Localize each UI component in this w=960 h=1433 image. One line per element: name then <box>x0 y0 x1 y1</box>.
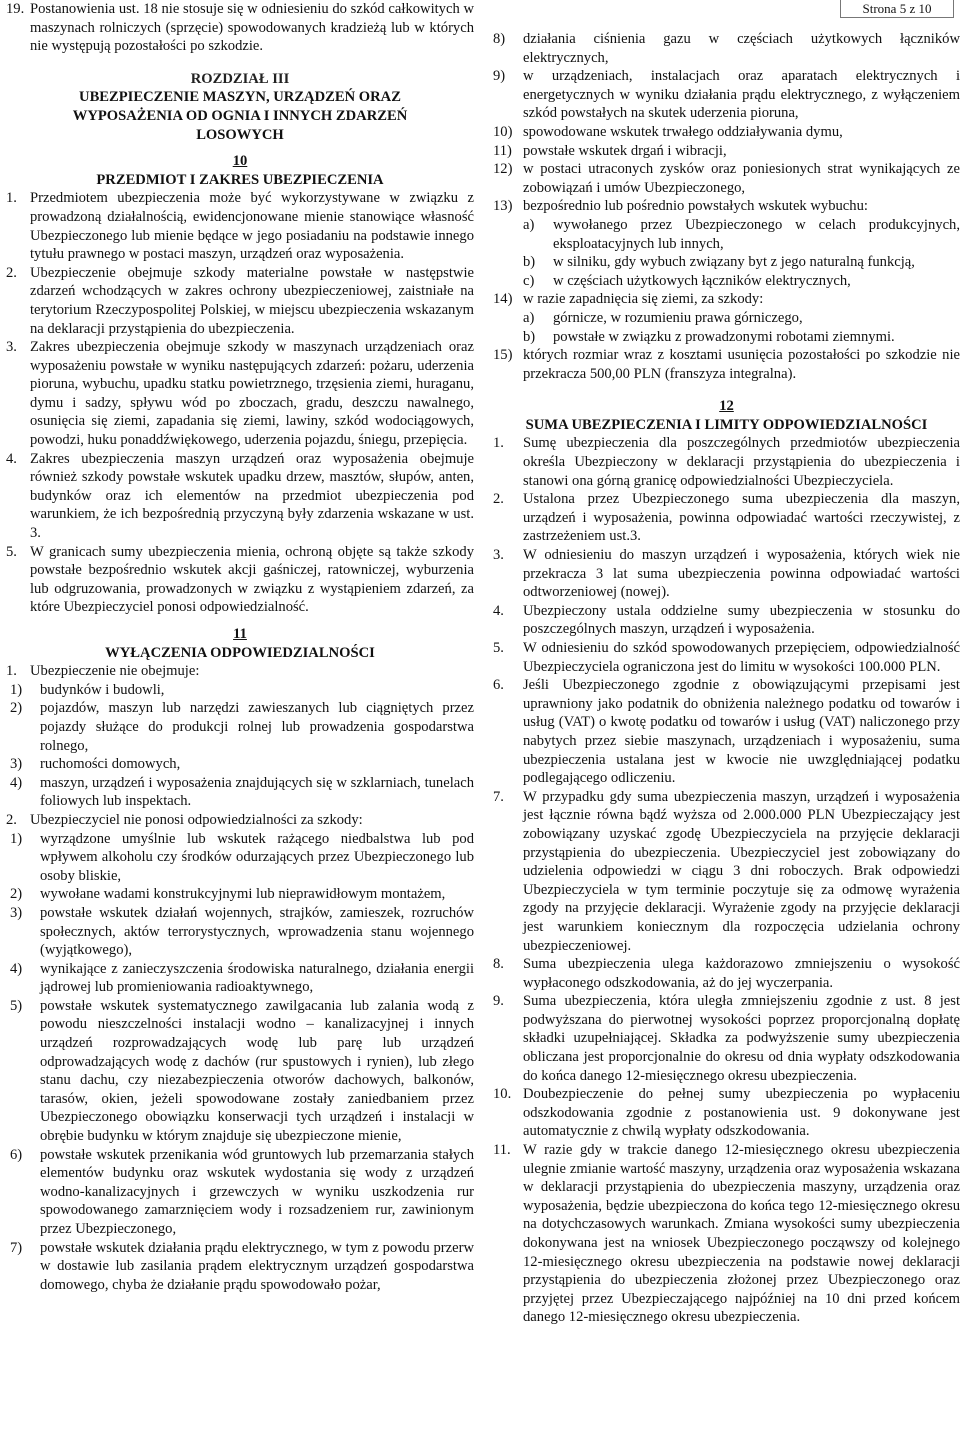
item-number: c) <box>523 272 535 289</box>
item-number: 9) <box>493 68 506 85</box>
section-10-paragraph <box>6 450 474 543</box>
item-number: 14) <box>493 291 513 308</box>
item-14-sublist <box>493 309 960 346</box>
section-12-paragraph <box>493 788 960 955</box>
item-number: 1) <box>10 830 23 847</box>
list-item <box>6 885 474 904</box>
section-10-paragraph <box>6 189 474 263</box>
item-text: W razie gdy w trakcie danego 12-miesięcznego okresu ubezpieczenia ulegnie zmianie wartość maszyny, urządzenia oraz wyposażenia wskazana w deklaracji przystąpienia do ubezpieczenia maszyny, urządzenia oraz wyposażenia, będzie ubezpieczona do końca tego 12-miesięcznego okresu na dotychczasowych warunkach. Zmiana wysokości sumy ubezpieczenia dokonywana jest na wniosek Ubezpieczonego począwszy od kolejnego 12-miesięcznego okresu ubezpieczenia na podstawie nowej deklaracji przystąpienia do ubezpieczenia złożonej przez Ubezpieczonego oraz przyjętej przez Ubezpieczającego najpóźniej na 10 dni przed końcem danego 12-miesięcznego okresu ubezpieczenia. <box>523 1142 960 1326</box>
item-text: powstałe wskutek przenikania wód gruntowych lub przemarzania stałych elementów budynku oraz wskutek wydostania się wody z urządzeń wodno-kanalizacyjnych i grzewczych w wyniku uszkodzenia rur spowodowanego zamarznięciem wody i rozsadzeniem rur, zawinionym przez Ubezpieczonego, <box>40 1146 474 1237</box>
section-12-number: 12 <box>719 398 734 415</box>
item-text: Suma ubezpieczenia ulega każdorazowo zmniejszeniu o wysokość wypłaconego odszkodowania, aż do jej wyczerpania. <box>523 956 960 991</box>
item-text: W przypadku gdy suma ubezpieczenia maszyn, urządzeń i wyposażenia jest łącznie równa bądź wyższa od 2.000.000 PLN Ubezpieczający jest zobowiązany uzyskać zgodę Ubezpieczyciela na przyjęcie deklaracji przystąpienia do ubezpieczenia. Ubezpieczyciel jest zobowiązany do udzielenia odpowiedzi w ciągu 3 dni roboczych. Brak odpowiedzi Ubezpieczyciela w tym terminie poczytuje się za odmowę wyrażenia zgody na przyjęcie deklaracji. Wyrażenie zgody na przyjęcie deklaracji jest warunkiem koniecznym dla rozpoczęcia udzielania ochrony ubezpieczeniowej. <box>523 788 960 954</box>
section-10-paragraph <box>6 264 474 338</box>
paragraph-text: Ubezpieczenie nie obejmuje: <box>30 663 200 680</box>
section-10-paragraph <box>6 338 474 450</box>
item-number: 2) <box>10 700 23 717</box>
item-text: Ustalona przez Ubezpieczonego suma ubezpieczenia dla maszyn, urządzeń i wyposażenia, powinna odpowiadać wartości rzeczywistej, z zastrzeżeniem ust.3. <box>523 491 960 545</box>
item-text: W odniesieniu do maszyn urządzeń i wyposażenia, których wiek nie przekracza 3 lat suma ubezpieczenia powinna odpowiadać wartości odtworzeniowej (nowej). <box>523 547 960 601</box>
item-text: w razie zapadnięcia się ziemi, za szkody: <box>523 291 764 308</box>
item-text: których rozmiar wraz z kosztami usunięcia pozostałości po szkodzie nie przekracza 500,00 PLN (franszyza integralna). <box>523 347 960 382</box>
left-column <box>6 0 474 1294</box>
item-number: 2. <box>493 491 504 508</box>
paragraph-text: Postanowienia ust. 18 nie stosuje się w odniesieniu do szkód całkowitych w maszynach rolniczych (sprzęcie) spowodowanych kradzieżą lub w których nie występują pozostałości po szkodzie. <box>30 1 474 55</box>
item-number: b) <box>523 328 536 345</box>
item-number: 10) <box>493 123 513 140</box>
item-text: Zakres ubezpieczenia maszyn urządzeń oraz wyposażenia obejmuje również szkody powstałe wskutek upadku drzew, masztów, słupów, anten, budynków oraz ich elementów na przedmiot ubezpieczenia pod warunkiem, że ich bezpośrednią przyczyną były zdarzenia wskazane w ust. 3. <box>30 450 474 542</box>
list-item <box>493 142 960 161</box>
item-text: w silniku, gdy wybuch związany byt z jego naturalną funkcją, <box>553 254 915 271</box>
item-number: 10. <box>493 1086 512 1103</box>
item-13-sublist <box>493 216 960 290</box>
list-item <box>6 904 474 960</box>
list-item-15 <box>493 346 960 383</box>
item-text: ruchomości domowych, <box>40 756 181 773</box>
item-text: Ubezpieczony ustala oddzielne sumy ubezpieczenia w stosunku do poszczególnych maszyn, urządzeń i wyposażenia. <box>523 602 960 638</box>
section-11-title: WYŁĄCZENIA ODPOWIEDZIALNOŚCI <box>105 644 375 661</box>
item-text: w postaci utraconych zysków oraz poniesionych strat wynikających ze zobowiązań i umów Ubezpieczonego, <box>523 161 960 196</box>
paragraph-number: 2. <box>6 811 17 828</box>
list-item <box>493 160 960 197</box>
item-number: 5) <box>10 997 23 1014</box>
item-number: 5. <box>6 543 17 560</box>
list-item <box>493 123 960 142</box>
item-number: 1) <box>10 681 23 698</box>
list-item <box>6 774 474 811</box>
chapter-title: ROZDZIAŁ III <box>190 70 290 87</box>
item-text: wynikające z zanieczyszczenia środowiska naturalnego, działania energii jądrowej lub promieniowania radioaktywnego, <box>40 960 474 996</box>
list-item <box>6 960 474 997</box>
paragraph-19 <box>6 0 474 56</box>
item-text: maszyn, urządzeń i wyposażenia znajdujących się w szklarniach, tunelach foliowych lub inspektach. <box>40 774 474 810</box>
section-12-paragraph <box>493 1141 960 1327</box>
section-12-paragraph <box>493 676 960 788</box>
item-text: budynków i budowli, <box>40 681 165 698</box>
item-number: a) <box>523 309 535 326</box>
item-number: 2. <box>6 264 17 281</box>
sub-list-item <box>493 309 960 328</box>
item-number: 8) <box>493 31 506 47</box>
item-number: 3. <box>6 339 17 356</box>
item-number: 3) <box>10 756 23 773</box>
section-12-paragraph <box>493 639 960 676</box>
section-12-paragraph <box>493 955 960 992</box>
list-item <box>6 830 474 886</box>
item-text: działania ciśnienia gazu w częściach użytkowych łączników elektrycznych, <box>523 31 960 66</box>
section-10-number: 10 <box>232 153 248 170</box>
item-text: powstałe w związku z prowadzonymi robotami ziemnymi. <box>553 328 895 345</box>
section-11-paragraph-2-list <box>6 830 474 1295</box>
item-number: 6) <box>10 1146 23 1163</box>
item-text: wywołanego przez Ubezpieczonego w celach produkcyjnych, eksploatacyjnych lub innych, <box>553 216 960 252</box>
list-item <box>493 197 960 216</box>
paragraph-number: 1. <box>6 663 17 680</box>
list-item <box>6 681 474 700</box>
paragraph-text: Ubezpieczyciel nie ponosi odpowiedzialności za szkody: <box>30 811 363 828</box>
item-text: Ubezpieczenie obejmuje szkody materialne powstałe w następstwie zdarzeń wchodzących w zakres ochrony ubezpieczeniowej, zaistniałe na terytorium Rzeczypospolitej Polskiej, w miejscu ubezpieczenia wskazanym na deklaracji przystąpienia do ubezpieczenia. <box>30 264 474 337</box>
item-text: powstałe wskutek działań wojennych, strajków, zamieszek, rozruchów społecznych, aktów terrorystycznych, wprowadzenia stanu wojennego (wyjątkowego), <box>40 904 474 959</box>
section-12-paragraph <box>493 434 960 490</box>
section-12-paragraph <box>493 992 960 1085</box>
item-number: 4) <box>10 774 23 791</box>
item-number: 8. <box>493 956 504 973</box>
section-12-paragraph <box>493 1085 960 1141</box>
item-text: Jeśli Ubezpieczonego zgodnie z obowiązującymi przepisami jest uprawniony jako podatnik do obniżenia należnego podatku od towarów i usług (VAT) o kwotę podatku od towarów i usług (VAT) naliczonego przy nabytych przez siebie maszynach, urządzeniach i wyposażeniu, suma ubezpieczenia ustalana jest w kwocie nie uwzględniającej podatku podlegającego odliczeniu. <box>523 677 960 787</box>
item-number: 4. <box>493 602 504 619</box>
item-number: 7) <box>10 1239 23 1256</box>
item-number: 15) <box>493 347 513 364</box>
item-text: wywołane wadami konstrukcyjnymi lub nieprawidłowym montażem, <box>40 886 446 903</box>
item-number: 13) <box>493 198 513 215</box>
item-number: 3. <box>493 547 504 564</box>
item-number: 6. <box>493 677 504 694</box>
item-text: górnicze, w rozumieniu prawa górniczego, <box>553 309 803 326</box>
chapter-subtitle: UBEZPIECZENIE MASZYN, URZĄDZEŃ ORAZ WYPOSAŻENIA OD OGNIA I INNYCH ZDARZEŃ LOSOWYCH <box>72 89 408 143</box>
exclusions-continued-list <box>493 30 960 216</box>
item-text: w częściach użytkowych łączników elektrycznych, <box>553 272 851 289</box>
item-number: 1. <box>493 435 504 452</box>
section-11-paragraph-2 <box>6 811 474 830</box>
item-text: wyrządzone umyślnie lub wskutek rażącego niedbalstwa lub pod wpływem alkoholu czy środków odurzających przez Ubezpieczonego lub osoby bliskie, <box>40 830 474 884</box>
section-12-paragraph <box>493 546 960 602</box>
item-number: 4) <box>10 960 23 977</box>
sub-list-item <box>493 272 960 291</box>
section-11-number: 11 <box>233 626 247 642</box>
item-number: 9. <box>493 993 504 1010</box>
list-item <box>6 1146 474 1239</box>
section-12-paragraph <box>493 602 960 639</box>
list-item <box>6 1239 474 1295</box>
item-text: Doubezpieczenie do pełnej sumy ubezpieczenia po wypłaceniu odszkodowania zgodnie z postanowienia ust. 9 dokonywane jest automatycznie z chwilą wypłaty odszkodowania. <box>523 1086 960 1140</box>
item-text: Suma ubezpieczenia, która uległa zmniejszeniu zgodnie z ust. 8 jest podwyższana do pierwotnej wysokości poprzez proporcjonalną dopłatę składki uzupełniającej. Składka za podwyższenie sumy ubezpieczenia obliczana jest proporcjonalnie do okresu od dnia wypłaty odszkodowania do końca danego 12-miesięcznego okresu ubezpieczenia. <box>523 993 960 1084</box>
item-number: 3) <box>10 904 23 921</box>
item-text: spowodowane wskutek trwałego oddziaływania dymu, <box>523 123 843 140</box>
item-text: bezpośrednio lub pośrednio powstałych wskutek wybuchu: <box>523 198 868 215</box>
item-text: powstałe wskutek systematycznego zawilgacania lub zalania wodą z powodu nieszczelności instalacji wodno – kanalizacyjnej i innych urządzeń rozprowadzających wodę lub parę lub urządzeń odprowadzających wodę z dachów (rur spustowych i rynien), lub złego stanu dachu, czy niezabezpieczenia otworów dachowych, balkonów, tarasów, okien, jeżeli spowodowane zostały zaniedbaniem przez Ubezpieczonego obowiązku konserwacji tych urządzeń i instalacji w obrębie budynku w którym znajduje się ubezpieczone mienie, <box>40 997 474 1145</box>
section-12-paragraph <box>493 490 960 546</box>
item-text: Zakres ubezpieczenia obejmuje szkody w maszynach urządzeniach oraz wyposażeniu powstałe w wyniku następujących zdarzeń: pożaru, uderzenia pioruna, wybuchu, upadku statku powietrznego, trzęsienia ziemi, huraganu, dymu i sadzy, spływu wód po zboczach, gradu, deszczu nawalnego, osunięcia się ziemi, zapadania się ziemi, lawiny, szkód wodociągowych, powodzi, huku ponaddźwiękowego, uderzenia pojazdu, śniegu, przepięcia. <box>30 339 474 449</box>
item-text: powstałe wskutek drgań i wibracji, <box>523 142 727 159</box>
paragraph-number: 19. <box>6 1 25 17</box>
item-text: W odniesieniu do szkód spowodowanych przepięciem, odpowiedzialność Ubezpieczyciela ograniczona jest do limitu w wysokości 100.000 PLN. <box>523 640 960 675</box>
section-11-paragraph-1 <box>6 662 474 681</box>
section-12-list <box>493 434 960 1327</box>
sub-list-item <box>493 216 960 253</box>
item-number: 11) <box>493 142 512 159</box>
section-12-title: SUMA UBEZPIECZENIA I LIMITY ODPOWIEDZIALNOŚCI <box>525 416 928 433</box>
item-text: w urządzeniach, instalacjach oraz aparatach elektrycznych i energetycznych w wyniku działania prądu elektrycznego, z wyłączeniem szkód powstałych na skutek uderzenia pioruna, <box>523 68 960 122</box>
item-number: 5. <box>493 640 504 656</box>
item-number: 11. <box>493 1142 511 1159</box>
sub-list-item <box>493 253 960 272</box>
list-item <box>493 67 960 123</box>
item-number: 7. <box>493 788 504 805</box>
item-text: powstałe wskutek działania prądu elektrycznego, w tym z powodu przerw w dostawie lub zasilania prądem elektrycznym urządzeń gospodarstwa domowego, chyba że działanie prądu spowodowało pożar, <box>40 1239 474 1293</box>
item-number: 12) <box>493 161 513 178</box>
list-item <box>6 997 474 1146</box>
list-item-14 <box>493 290 960 309</box>
right-column <box>493 30 960 1327</box>
page-number: Strona 5 z 10 <box>840 0 954 18</box>
item-number: 4. <box>6 450 17 467</box>
section-11-paragraph-1-list <box>6 681 474 811</box>
item-number: 1. <box>6 190 17 207</box>
section-10-list <box>6 189 474 617</box>
item-text: pojazdów, maszyn lub narzędzi zawieszanych lub ciągniętych przez pojazdy służące do produkcji rolnej lub prowadzenia gospodarstwa rolnego, <box>40 700 474 754</box>
section-10-paragraph <box>6 543 474 617</box>
item-number: 2) <box>10 886 23 903</box>
item-text: Przedmiotem ubezpieczenia może być wykorzystywane w związku z prowadzoną działalnością, ewidencjonowane mienie stanowiące własność Ubezpieczonego lub mienie będące w jego posiadaniu na podstawie innego tytułu prawnego w postaci maszyn, urządzeń oraz wyposażenia. <box>30 190 474 263</box>
sub-list-item <box>493 328 960 347</box>
list-item <box>6 755 474 774</box>
item-text: W granicach sumy ubezpieczenia mienia, ochroną objęte są także szkody powstałe bezpośrednio wskutek akcji gaśniczej, ratowniczej, wyburzenia lub odgruzowania, prowadzonych w związku z wystąpieniem zdarzeń, za które Ubezpieczyciel ponosi odpowiedzialność. <box>30 543 474 616</box>
item-number: b) <box>523 254 536 271</box>
item-number: a) <box>523 216 535 233</box>
section-10-title: PRZEDMIOT I ZAKRES UBEZPIECZENIA <box>96 171 384 188</box>
item-text: Sumę ubezpieczenia dla poszczególnych przedmiotów ubezpieczenia określa Ubezpieczony w deklaracji przystąpienia do ubezpieczenia i stanowi ona górną granicę odpowiedzialności Ubezpieczyciela. <box>523 435 960 489</box>
list-item <box>6 699 474 755</box>
list-item <box>493 30 960 67</box>
